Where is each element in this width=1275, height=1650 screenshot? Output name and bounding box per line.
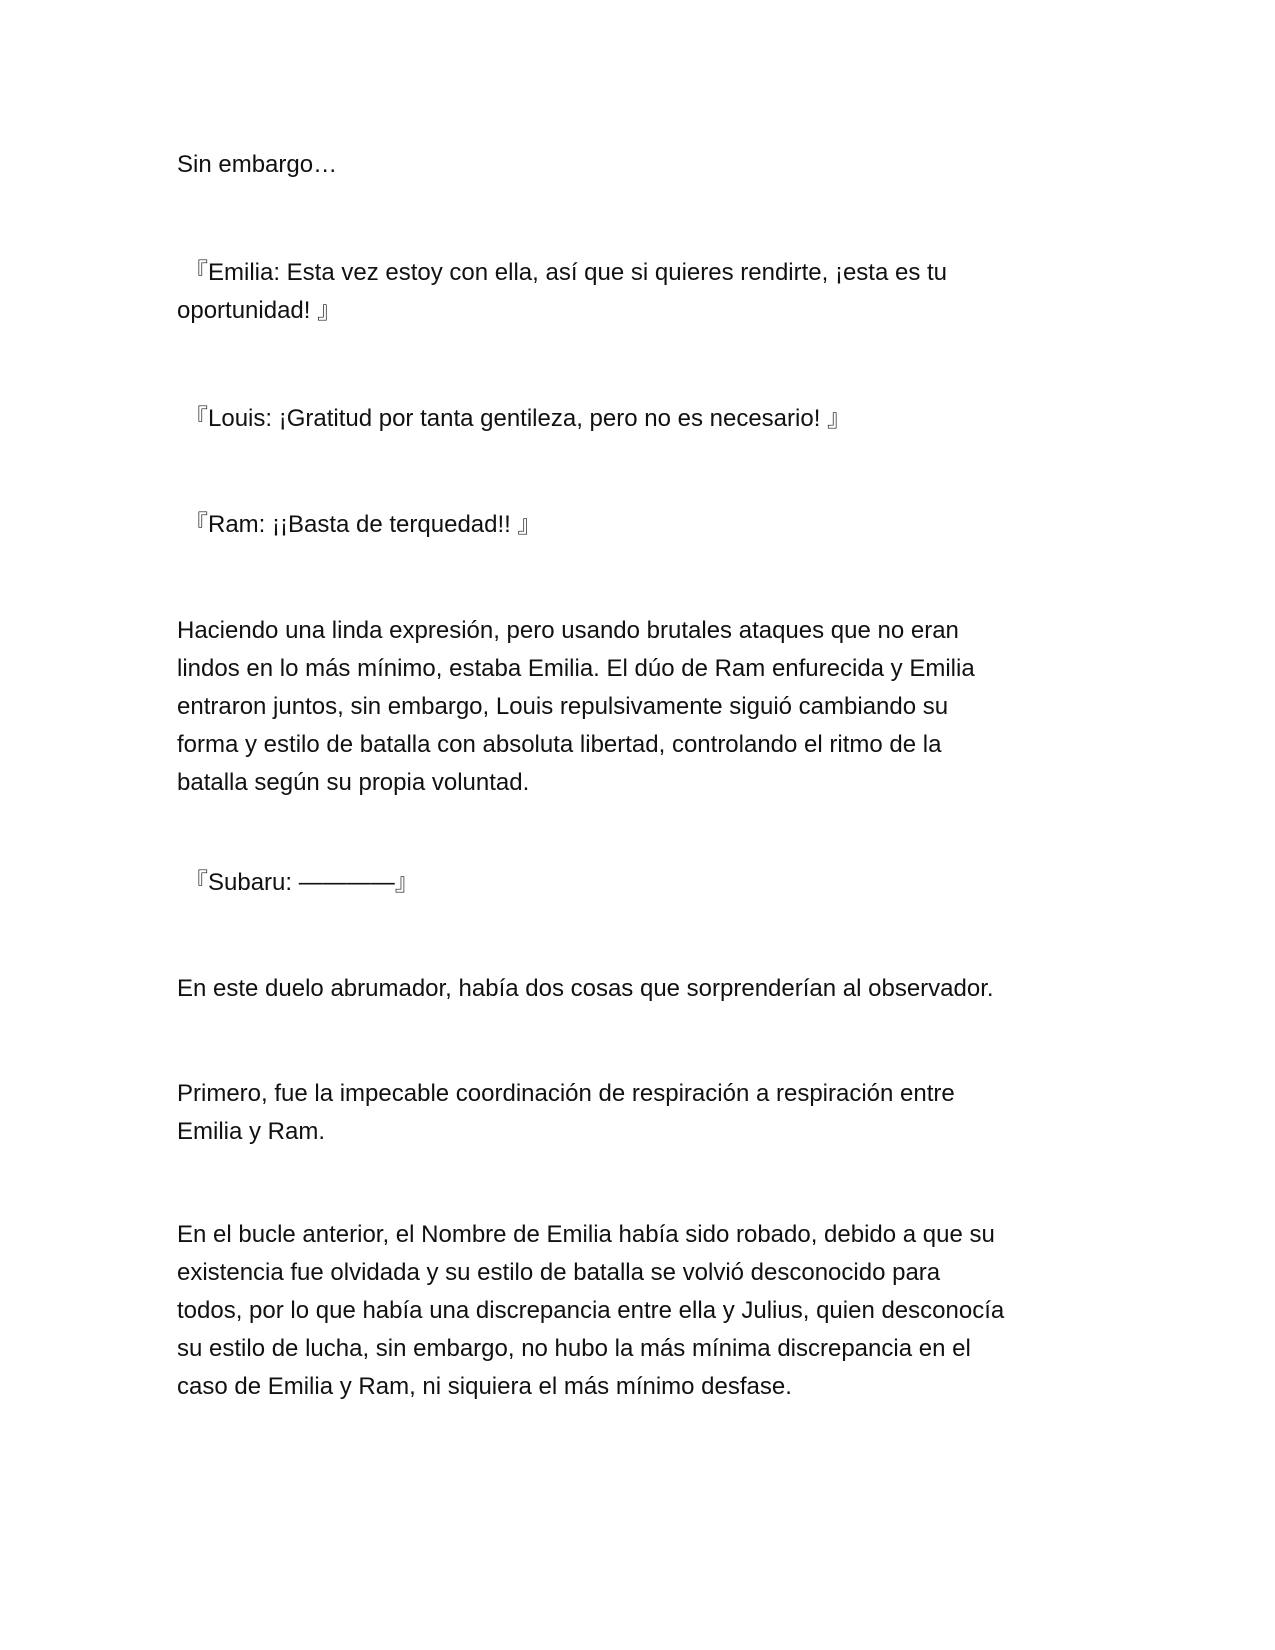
text-line: 『Louis: ¡Gratitud por tanta gentileza, pero no es necesario! 』 <box>184 405 852 432</box>
text-line: su estilo de lucha, sin embargo, no hubo la más mínima discrepancia en el <box>177 1335 971 1362</box>
text-line: 『Ram: ¡¡Basta de terquedad!! 』 <box>184 511 542 538</box>
text-line: caso de Emilia y Ram, ni siquiera el más mínimo desfase. <box>177 1373 792 1400</box>
text-line: Primero, fue la impecable coordinación de respiración a respiración entre <box>177 1080 955 1107</box>
text-line: batalla según su propia voluntad. <box>177 769 530 796</box>
text-line: entraron juntos, sin embargo, Louis repulsivamente siguió cambiando su <box>177 693 949 720</box>
text-line: oportunidad! 』 <box>177 297 342 324</box>
text-line: lindos en lo más mínimo, estaba Emilia. El dúo de Ram enfurecida y Emilia <box>177 655 975 682</box>
text-line: todos, por lo que había una discrepancia entre ella y Julius, quien desconocía <box>177 1297 1005 1324</box>
text-line: Sin embargo… <box>177 151 338 178</box>
paragraph-intro <box>177 146 1097 184</box>
paragraph-duel <box>177 970 1097 1008</box>
dialog-subaru <box>184 864 1104 902</box>
text-line: 『Subaru: ————』 <box>184 869 419 896</box>
text-line: forma y estilo de batalla con absoluta libertad, controlando el ritmo de la <box>177 731 942 758</box>
paragraph-coordination <box>177 1075 1097 1151</box>
text-line: 『Emilia: Esta vez estoy con ella, así que si quieres rendirte, ¡esta es tu <box>184 259 948 286</box>
text-line: existencia fue olvidada y su estilo de batalla se volvió desconocido para <box>177 1259 941 1286</box>
paragraph-battle <box>177 612 1097 802</box>
text-line: En este duelo abrumador, había dos cosas que sorprenderían al observador. <box>177 975 994 1002</box>
text-line: En el bucle anterior, el Nombre de Emilia había sido robado, debido a que su <box>177 1221 995 1248</box>
dialog-emilia <box>177 254 1104 330</box>
text-line: Haciendo una linda expresión, pero usando brutales ataques que no eran <box>177 617 959 644</box>
text-line: Emilia y Ram. <box>177 1118 326 1145</box>
dialog-ram <box>184 506 1104 544</box>
dialog-louis <box>184 400 1104 438</box>
paragraph-previous-loop <box>177 1216 1097 1406</box>
